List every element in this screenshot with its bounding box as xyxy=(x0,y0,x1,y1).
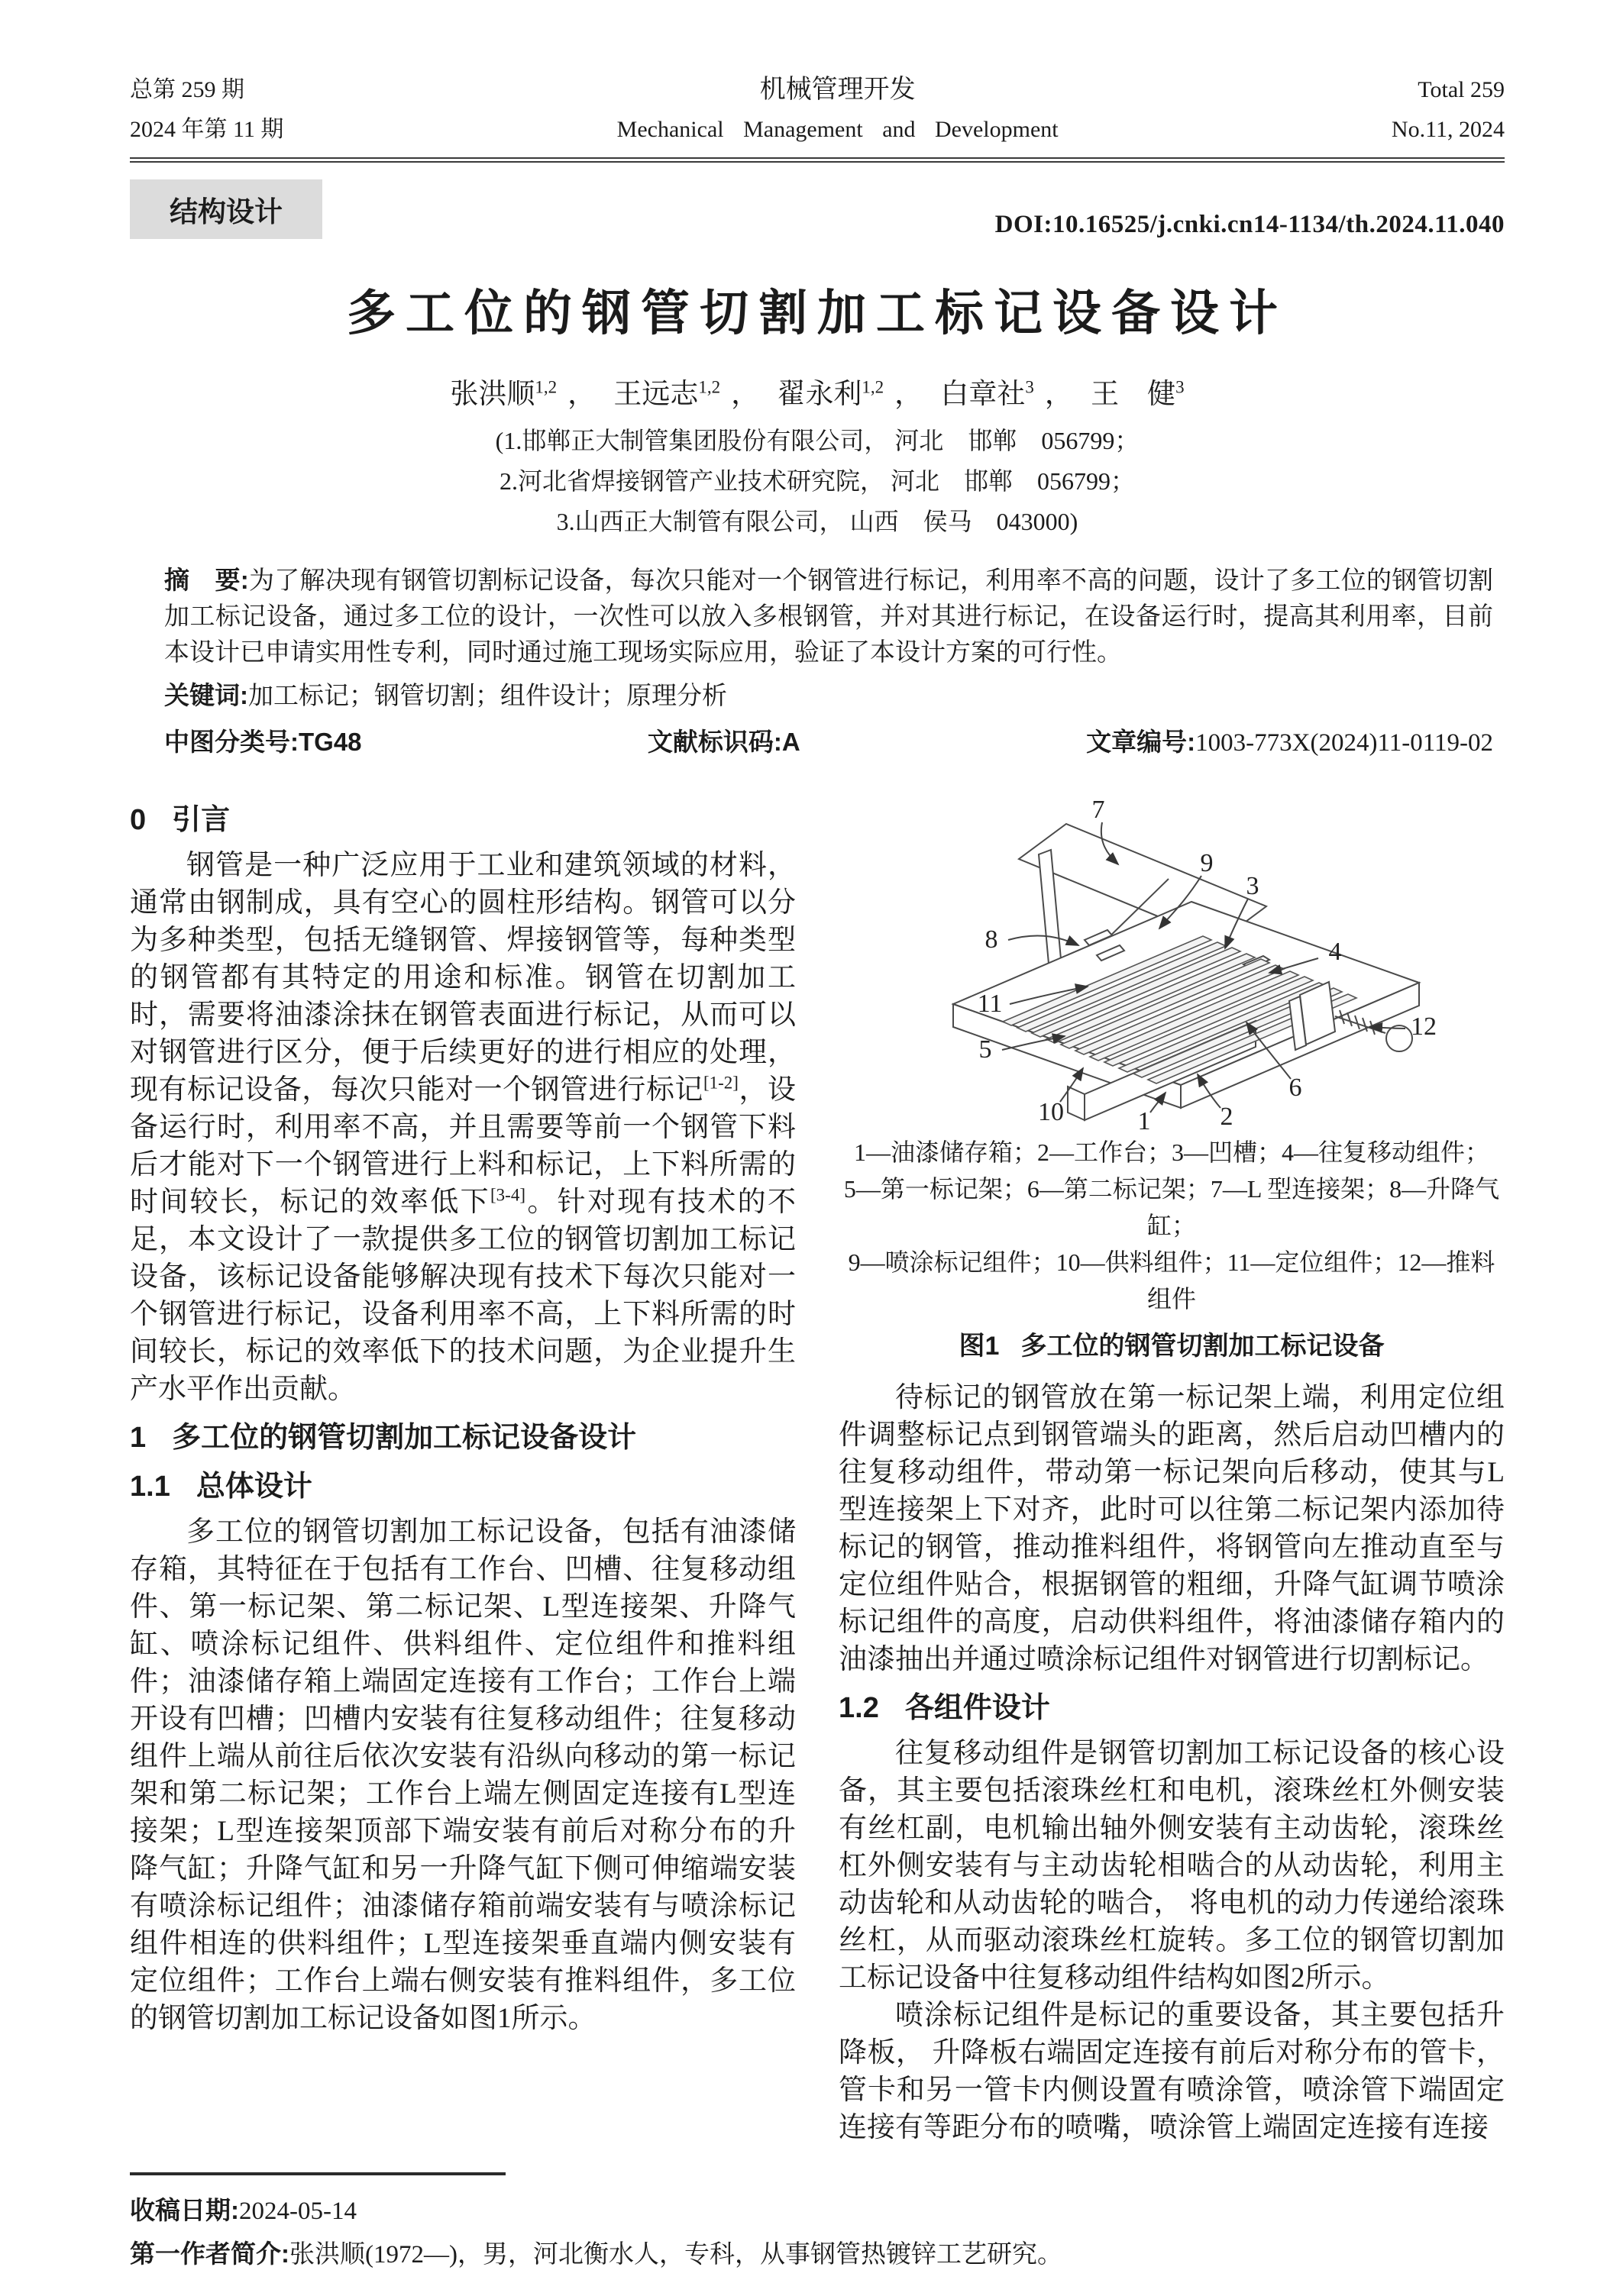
affiliation-2: 2.河北省焊接钢管产业技术研究院， 河北 邯郸 056799； xyxy=(499,467,1135,495)
paint-box-side xyxy=(1068,1087,1085,1120)
keywords-text: 加工标记；钢管切割；组件设计；原理分析 xyxy=(248,683,727,710)
callout-11: 11 xyxy=(977,990,1003,1018)
author: 王 健$^3$ xyxy=(1091,377,1185,410)
callout-12: 12 xyxy=(1411,1012,1437,1041)
callout-6: 6 xyxy=(1288,1074,1302,1102)
abstract-label: 摘 要: xyxy=(164,566,249,594)
figure-1 xyxy=(839,790,1505,1365)
callout-2: 2 xyxy=(1220,1103,1233,1131)
journal-title-en: Mechanical Management and Development xyxy=(616,117,1059,142)
article-title: 多工位的钢管切割加工标记设备设计 xyxy=(347,286,1288,341)
column-section-tag: 结构设计 xyxy=(130,179,322,239)
callout-9: 9 xyxy=(1200,849,1214,877)
document-code: 文献标识码:A xyxy=(647,728,800,756)
author: 翟永利$^{1,2}$ ， xyxy=(777,377,923,410)
header-rule xyxy=(130,157,1505,163)
callout-5: 5 xyxy=(978,1035,992,1064)
article-id: 文章编号:1003-773X(2024)11-0119-02 xyxy=(1086,728,1493,757)
callout-7: 7 xyxy=(1091,796,1105,824)
author: 张洪顺$^{1,2}$ ， xyxy=(450,377,597,410)
meta-row xyxy=(164,724,1493,761)
callout-1: 1 xyxy=(1137,1107,1151,1131)
issue-number-en: No.11, 2024 xyxy=(1391,117,1505,142)
journal-header xyxy=(130,70,1505,150)
doi-text: DOI:10.16525/j.cnki.cn14-1134/th.2024.11.040 xyxy=(994,211,1505,238)
issue-info-right xyxy=(1392,70,1505,150)
right-column xyxy=(839,790,1505,2146)
callout-4: 4 xyxy=(1328,938,1342,966)
body-columns xyxy=(130,790,1505,2146)
heading-section-1-1: 1.1 总体设计 xyxy=(130,1471,312,1503)
issue-year: 2024 年第 11 期 xyxy=(130,117,284,142)
issue-total-en: Total 259 xyxy=(1418,77,1505,102)
issue-info xyxy=(130,70,283,150)
issue-total: 总第 259 期 xyxy=(130,77,244,102)
section-1-2-paragraph-1: 往复移动组件是钢管切割加工标记设备的核心设备，其主要包括滚珠丝杠和电机，滚珠丝杠外侧安装有丝杠副，电机输出轴外侧安装有主动齿轮，滚珠丝杠外侧安装有与主动齿轮相啮合的从动齿轮，利用主动齿轮和从动齿轮的啮合， 将电机的动力传递给滚珠丝杠，从而驱动滚珠丝杠旋转。多工位的钢管切割加工标记设备中往复移动组件结构如图2所示。 xyxy=(839,1738,1505,1994)
journal-title-cn: 机械管理开发 xyxy=(759,76,916,104)
section-1-1-paragraph: 多工位的钢管切割加工标记设备，包括有油漆储存箱，其特征在于包括有工作台、凹槽、往复移动组件、第一标记架、第二标记架、L型连接架、升降气缸、喷涂标记组件、供料组件、定位组件和推料组件；油漆储存箱上端固定连接有工作台；工作台上端开设有凹槽；凹槽内安装有往复移动组件；往复移动组件上端从前往后依次安装有沿纵向移动的第一标记架和第二标记架；工作台上端左侧固定连接有L型连接架；L型连接架顶部下端安装有前后对称分布的升降气缸；升降气缸和另一升降气缸下侧可伸缩端安装有喷涂标记组件；油漆储存箱前端安装有与喷涂标记组件相连的供料组件；L型连接架垂直端内侧安装有定位组件；工作台上端右侧安装有推料组件，多工位的钢管切割加工标记设备如图1所示。 xyxy=(130,1516,796,2034)
callout-3: 3 xyxy=(1246,872,1259,900)
author-line xyxy=(130,370,1505,412)
footnote-rule xyxy=(130,2172,506,2175)
keywords-block xyxy=(164,677,1493,715)
figure-1-drawing xyxy=(839,790,1505,1131)
heading-section-1: 1 多工位的钢管切割加工标记设备设计 xyxy=(130,1422,637,1454)
clc-number: 中图分类号:TG48 xyxy=(164,728,362,756)
keywords-label: 关键词: xyxy=(164,681,248,709)
figure-1-caption: 图1 多工位的钢管切割加工标记设备 xyxy=(959,1332,1385,1361)
tag-row xyxy=(130,179,1505,239)
citation-ref: [1-2] xyxy=(703,1073,739,1093)
first-author-bio: 第一作者简介:张洪顺(1972—)，男，河北衡水人，专科，从事钢管热镀锌工艺研究。 xyxy=(130,2239,1062,2269)
heading-section-1-2: 1.2 各组件设计 xyxy=(839,1692,1050,1724)
abstract-block xyxy=(164,562,1493,671)
affiliation-1: (1.邯郸正大制管集团股份有限公司， 河北 邯郸 056799； xyxy=(495,427,1140,454)
left-column xyxy=(130,790,796,2146)
affiliations xyxy=(130,421,1505,542)
abstract-text: 为了解决现有钢管切割标记设备，每次只能对一个钢管进行标记，利用率不高的问题，设计了多工位的钢管切割加工标记设备，通过多工位的设计，一次性可以放入多根钢管，并对其进行标记，在设备运行时，提高其利用率，目前本设计已申请实用性专利，同时通过施工现场实际应用，验证了本设计方案的可行性。 xyxy=(164,567,1493,667)
section-1-2-paragraph-2: 喷涂标记组件是标记的重要设备，其主要包括升降板， 升降板右端固定连接有前后对称分布的管卡，管卡和另一管卡内侧设置有喷涂管，喷涂管下端固定连接有等距分布的喷嘴，喷涂管上端固定连接有连接 xyxy=(839,2000,1505,2143)
author: 王远志$^{1,2}$ ， xyxy=(613,377,760,410)
figure-1-legend: 1—油漆储存箱；2—工作台；3—凹槽；4—往复移动组件； 5—第一标记架；6—第二标记架；7—L 型连接架；8—升降气缸； 9—喷涂标记组件；10—供料组件；11—定位组件；12—推料组件 xyxy=(843,1138,1500,1313)
received-date: 收稿日期:2024-05-14 xyxy=(130,2196,357,2225)
affiliation-3: 3.山西正大制管有限公司， 山西 侯马 043000) xyxy=(556,508,1078,535)
author: 白章社$^3$ ， xyxy=(940,377,1073,410)
operation-paragraph: 待标记的钢管放在第一标记架上端，利用定位组件调整标记点到钢管端头的距离，然后启动凹槽内的往复移动组件，带动第一标记架向后移动，使其与L型连接架上下对齐，此时可以往第二标记架内添加待标记的钢管，推动推料组件，将钢管向左推动直至与定位组件贴合，根据钢管的粗细，升降气缸调节喷涂标记组件的高度，启动供料组件，将油漆储存箱内的油漆抽出并通过喷涂标记组件对钢管进行切割标记。 xyxy=(839,1382,1505,1675)
callout-10: 10 xyxy=(1038,1098,1064,1126)
intro-paragraph: 钢管是一种广泛应用于工业和建筑领域的材料，通常由钢制成，具有空心的圆柱形结构。钢管可以分为多种类型，包括无缝钢管、焊接钢管等，每种类型的钢管都有其特定的用途和标准。钢管在切割加工时，需要将油漆涂抹在钢管表面进行标记，从而可以对钢管进行区分，便于后续更好的进行相应的处理，现有标记设备，每次只能对一个钢管进行标记[1-2]，设备运行时，利用率不高，并且需要等前一个钢管下料后才能对下一个钢管进行上料和标记，上下料所需的时间较长，标记的效率低下[3-4]。针对现有技术的不足，本文设计了一款提供多工位的钢管切割加工标记设备，该标记设备能够解决现有技术下每次只能对一个钢管进行标记，设备利用率不高，上下料所需的时间较长，标记的效率低下的技术问题，为企业提升生产水平作出贡献。 xyxy=(130,850,797,1405)
callout-8: 8 xyxy=(984,925,998,954)
citation-ref: [3-4] xyxy=(490,1185,525,1205)
heading-intro: 0 引言 xyxy=(130,804,231,836)
journal-title-block xyxy=(617,70,1059,150)
footnote-block xyxy=(130,2172,1505,2276)
